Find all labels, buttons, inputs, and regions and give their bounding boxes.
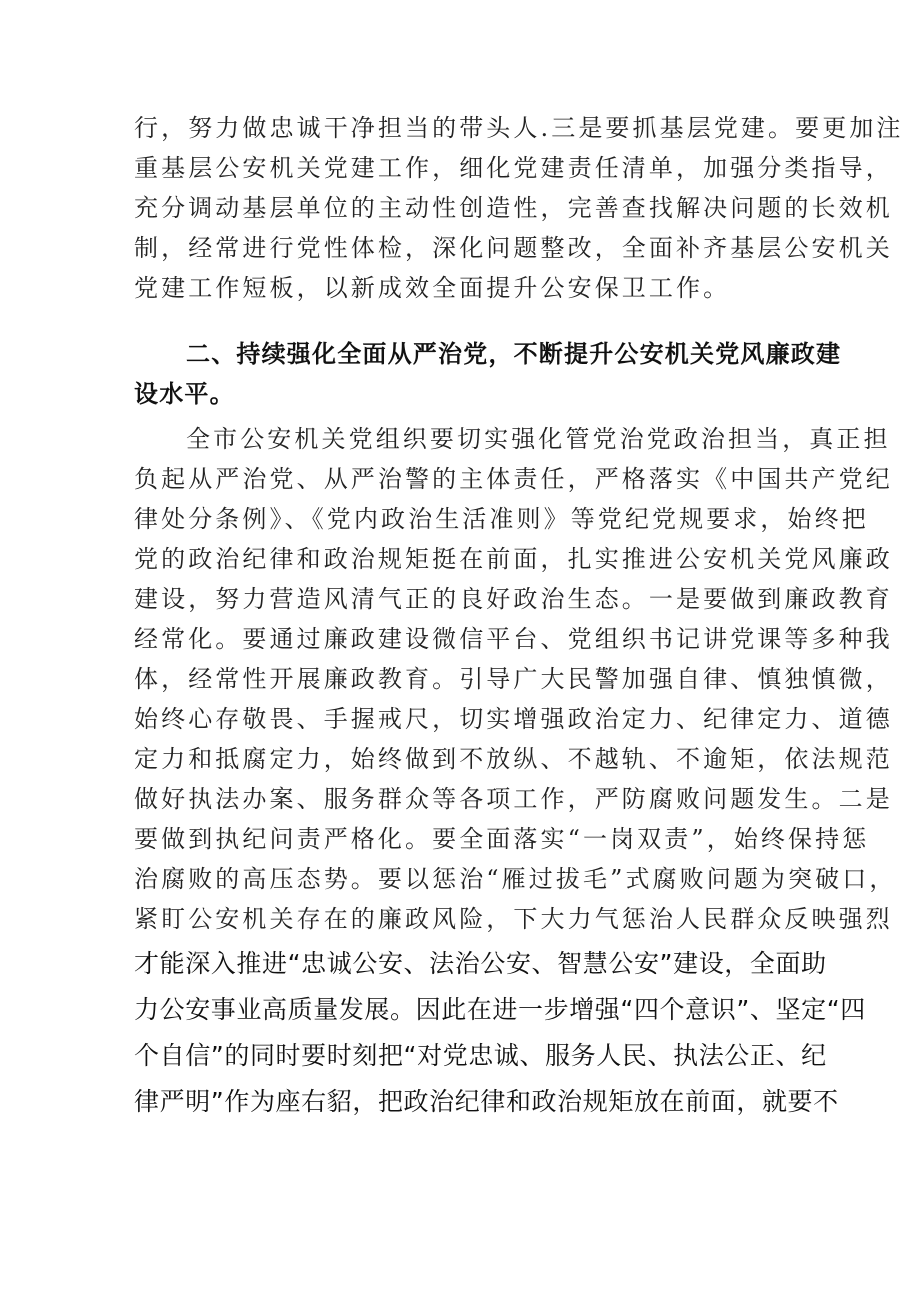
paragraph-line: 党的政治纪律和政治规矩挺在前面，扎实推进公安机关党风廉政 bbox=[134, 545, 893, 573]
paragraph-line: 负起从严治党、从严治警的主体责任，严格落实《中国共产党纪 bbox=[134, 465, 893, 493]
paragraph-line: 治腐败的高压态势。要以惩治“雁过拔毛”式腐败问题为突破口， bbox=[134, 865, 897, 893]
paragraph-line: 始终心存敬畏、手握戒尺，切实增强政治定力、纪律定力、道德 bbox=[134, 705, 893, 733]
paragraph-line: 紧盯公安机关存在的廉政风险，下大力气惩治人民群众反映强烈 bbox=[134, 905, 893, 933]
paragraph-line: 充分调动基层单位的主动性创造性，完善查找解决问题的长效机 bbox=[134, 194, 893, 222]
paragraph-line: 律处分条例》、《党内政治生活准则》等党纪党规要求，始终把 bbox=[134, 505, 869, 533]
paragraph-line: 党建工作短板，以新成效全面提升公安保卫工作。 bbox=[134, 274, 731, 302]
paragraph-line: 做好执法办案、服务群众等各项工作，严防腐败问题发生。二是 bbox=[134, 785, 893, 813]
paragraph-line: 要做到执纪问责严格化。要全面落实“一岗双责”，始终保持惩 bbox=[134, 825, 870, 853]
section-heading: 设水平。 bbox=[134, 380, 235, 408]
paragraph-line: 经常化。要通过廉政建设微信平台、党组织书记讲党课等多种我 bbox=[134, 625, 893, 653]
paragraph-line: 重基层公安机关党建工作，细化党建责任清单，加强分类指导， bbox=[134, 154, 893, 182]
paragraph-line: 建设，努力营造风清气正的良好政治生态。一是要做到廉政教育 bbox=[134, 585, 893, 613]
paragraph-line: 全市公安机关党组织要切实强化管党治党政治担当，真正担 bbox=[186, 425, 891, 453]
paragraph-line: 行，努力做忠诚干净担当的带头人.三是要抓基层党建。要更加注 bbox=[134, 114, 904, 142]
paragraph-line: 力公安事业高质量发展。因此在进一步增强“四个意识”、坚定“四 bbox=[134, 995, 866, 1024]
paragraph-line: 律严明”作为座右貂，把政治纪律和政治规矩放在前面，就要不 bbox=[134, 1087, 839, 1116]
paragraph-line: 定力和抵腐定力，始终做到不放纵、不越轨、不逾矩，依法规范 bbox=[134, 745, 893, 773]
paragraph-line: 制，经常进行党性体检，深化问题整改，全面补齐基层公安机关 bbox=[134, 234, 893, 262]
section-heading: 二、持续强化全面从严治党，不断提升公安机关党风廉政建 bbox=[186, 340, 842, 368]
paragraph-line: 才能深入推进“忠诚公安、法治公安、智慧公安”建设，全面助 bbox=[134, 949, 827, 978]
paragraph-line: 体，经常性开展廉政教育。引导广大民警加强自律、慎独慎微， bbox=[134, 665, 893, 693]
paragraph-line: 个自信”的同时要时刻把“对党忠诚、服务人民、执法公正、纪 bbox=[134, 1041, 827, 1070]
